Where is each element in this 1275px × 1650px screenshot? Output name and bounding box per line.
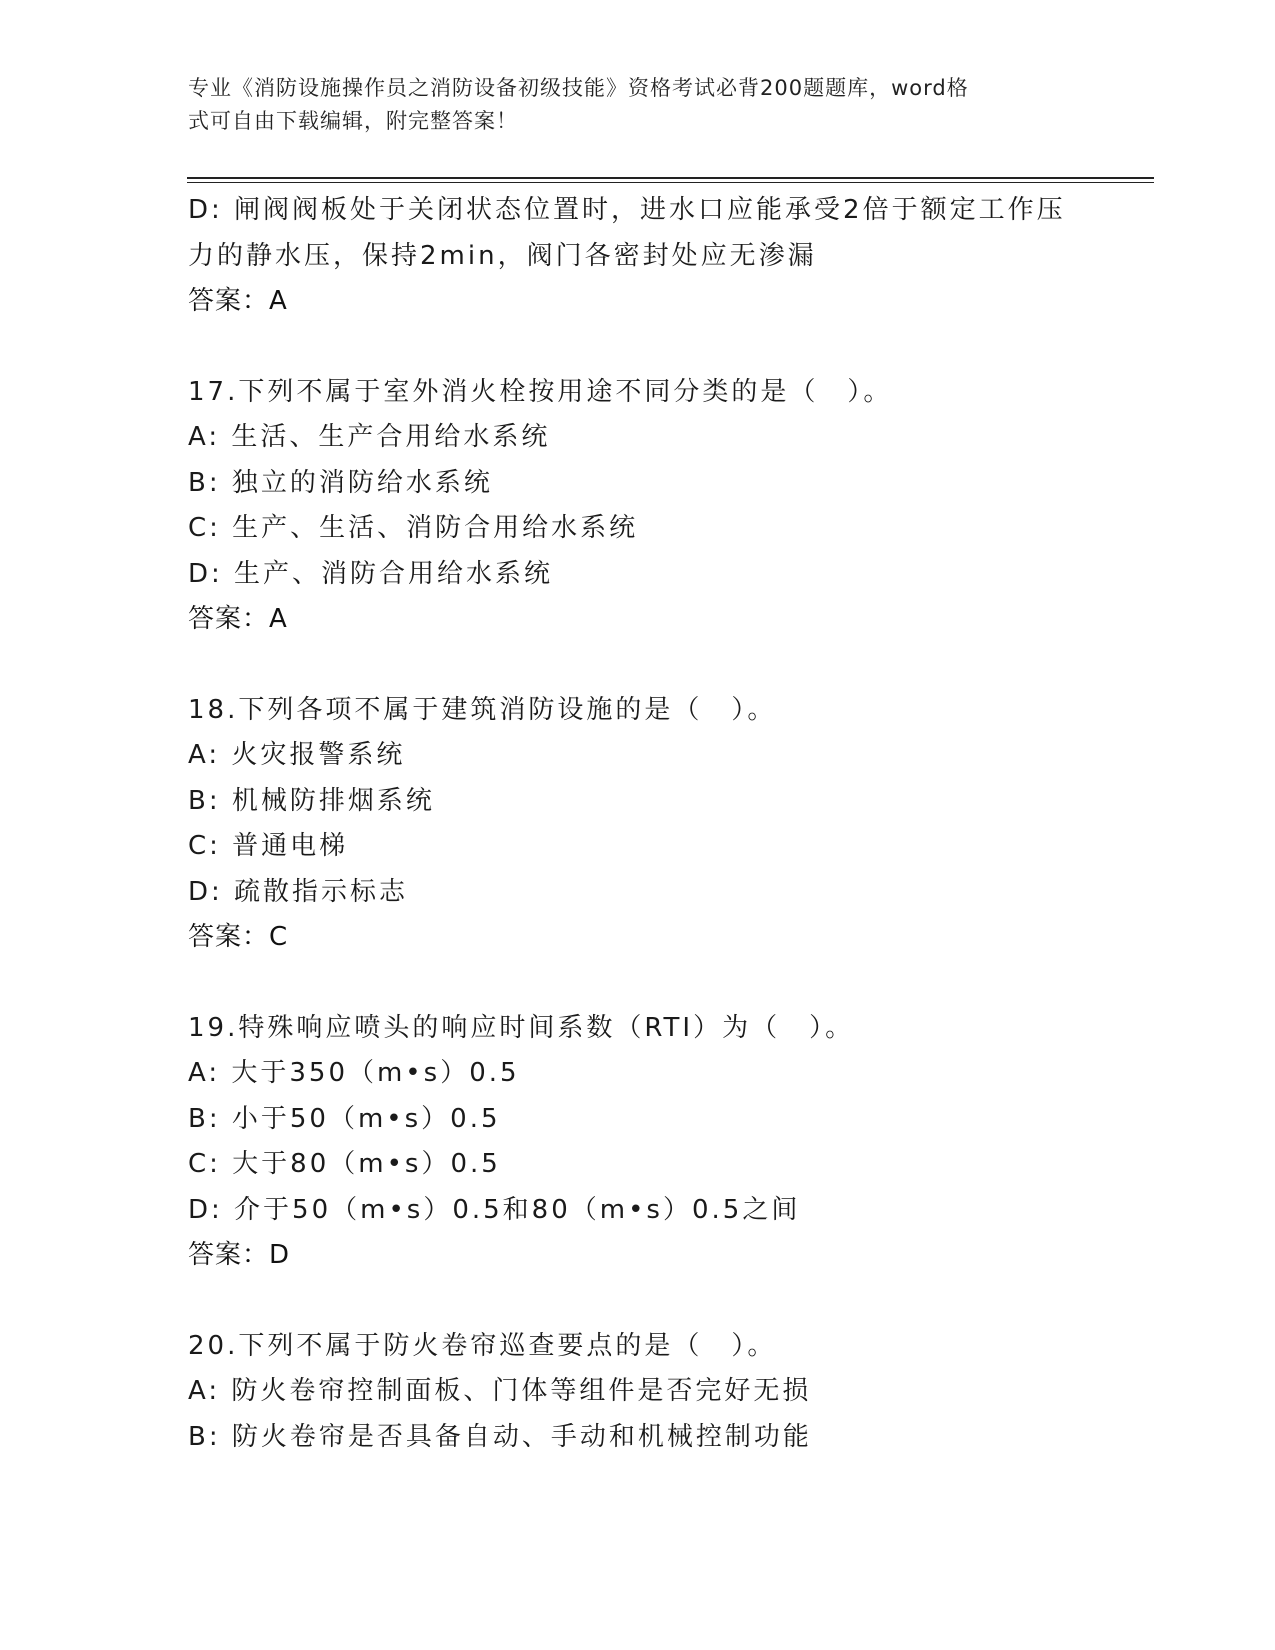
header-line-2: 式可自由下载编辑，附完整答案！	[188, 109, 518, 133]
option-a: A: 火灾报警系统	[188, 740, 406, 770]
spacer	[188, 1279, 1088, 1324]
option-a: A: 生活、生产合用给水系统	[188, 422, 551, 452]
option-d: D: 生产、消防合用给水系统	[188, 558, 554, 589]
question-stem: 19.特殊响应喷头的响应时间系数（RTI）为（ ）。	[188, 1012, 855, 1043]
option-d: D: 介于50（m•s）0.5和80（m•s）0.5之间	[188, 1194, 801, 1225]
option-c: C: 大于80（m•s）0.5	[188, 1149, 501, 1179]
question-block-17	[188, 370, 1088, 643]
header-divider-thick	[187, 177, 1154, 179]
question-block-prev	[188, 188, 1088, 325]
option-d: D: 疏散指示标志	[188, 876, 409, 907]
option-a: A: 防火卷帘控制面板、门体等组件是否完好无损	[188, 1376, 812, 1406]
question-list	[188, 188, 1088, 1460]
option-d: D: 闸阀阀板处于关闭状态位置时，进水口应能承受2倍于额定工作压	[188, 195, 1066, 225]
answer-line: 答案：D	[188, 1240, 291, 1270]
question-stem: 18.下列各项不属于建筑消防设施的是（ ）。	[188, 694, 777, 725]
question-block-18	[188, 688, 1088, 961]
option-a: A: 大于350（m•s）0.5	[188, 1058, 520, 1088]
question-stem: 17.下列不属于室外消火栓按用途不同分类的是（ ）。	[188, 376, 893, 407]
answer-line: 答案：A	[188, 604, 288, 634]
spacer	[188, 325, 1088, 370]
option-c: C: 普通电梯	[188, 831, 349, 861]
spacer	[188, 643, 1088, 688]
question-block-20	[188, 1324, 1088, 1461]
option-c: C: 生产、生活、消防合用给水系统	[188, 513, 639, 543]
document-header	[188, 72, 1068, 138]
option-b: B: 小于50（m•s）0.5	[188, 1103, 501, 1134]
option-d-continued: 力的静水压，保持2min，阀门各密封处应无渗漏	[188, 240, 817, 271]
header-divider-thin	[187, 182, 1154, 183]
option-b: B: 机械防排烟系统	[188, 785, 435, 816]
answer-line: 答案：C	[188, 922, 289, 952]
spacer	[188, 961, 1088, 1006]
question-stem: 20.下列不属于防火卷帘巡查要点的是（ ）。	[188, 1330, 777, 1361]
option-b: B: 独立的消防给水系统	[188, 467, 493, 498]
question-block-19	[188, 1006, 1088, 1279]
header-line-1: 专业《消防设施操作员之消防设备初级技能》资格考试必背200题题库，word格	[188, 76, 969, 100]
answer-line: 答案：A	[188, 286, 288, 316]
option-b: B: 防火卷帘是否具备自动、手动和机械控制功能	[188, 1421, 812, 1452]
